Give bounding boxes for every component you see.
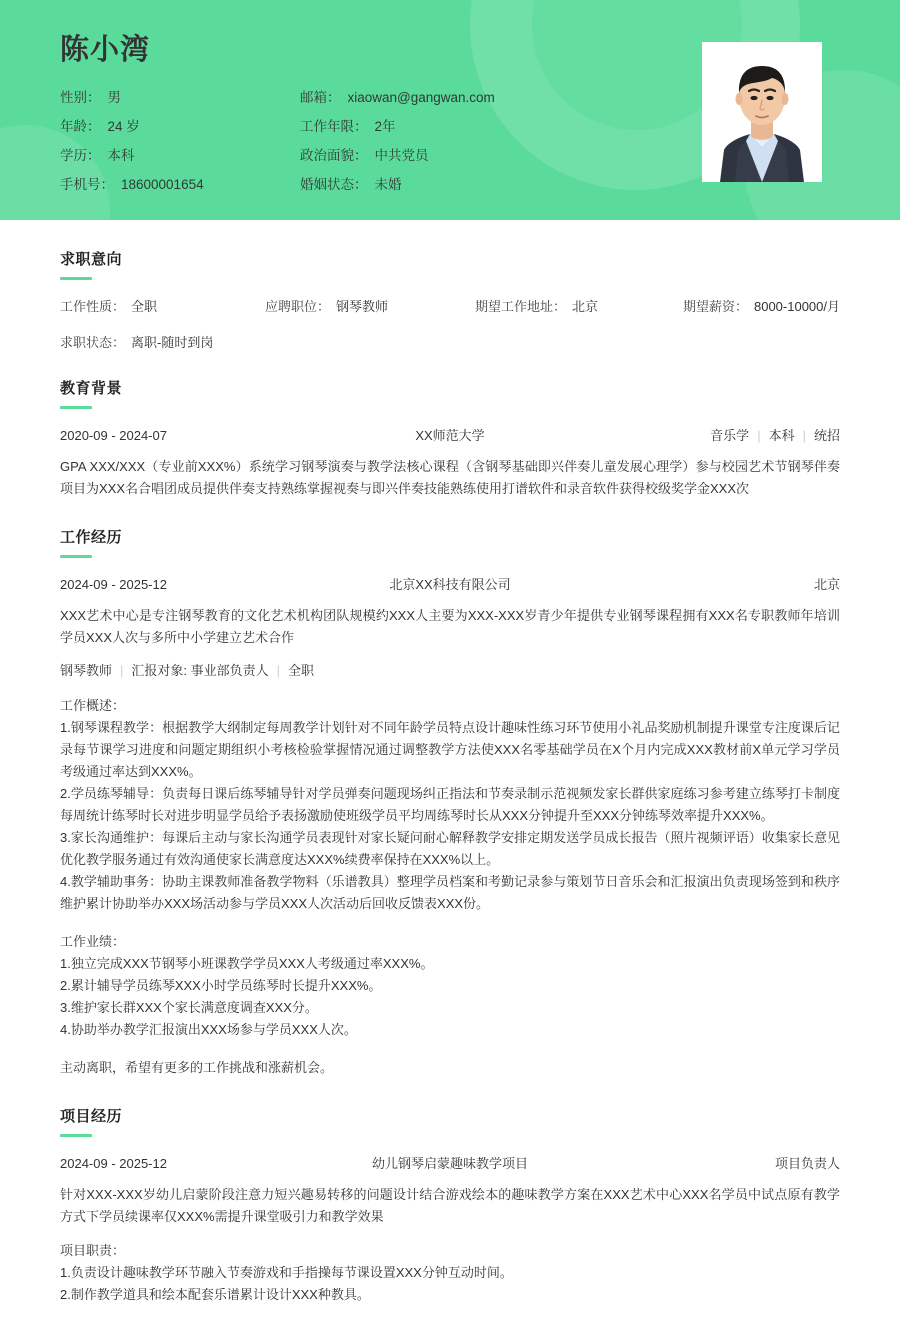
job-intention-row bbox=[60, 332, 840, 351]
work-job-title: 钢琴教师 bbox=[60, 663, 113, 678]
section-title: 教育背景 bbox=[60, 380, 123, 397]
basic-info-row bbox=[60, 89, 620, 107]
section-education bbox=[60, 379, 840, 500]
project-name: 幼儿钢琴启蒙趣味教学项目 bbox=[371, 1156, 528, 1171]
work-achievement-item: 2.累计辅导学员练琴XXX小时学员练琴时长提升XXX%。 bbox=[60, 978, 382, 993]
education-major: 音乐学 bbox=[710, 428, 750, 443]
company-introduction: XXX艺术中心是专注钢琴教育的文化艺术机构团队规模约XXX人主要为XXX-XXX岁青少年提供专业钢琴课程拥有XXX名专职教师年培训学员XXX人次与多所中小学建立艺术合作 bbox=[60, 608, 840, 645]
basic-info-grid bbox=[60, 89, 620, 194]
education-degree: 本科 bbox=[768, 428, 795, 443]
basic-info-label: 学历： bbox=[60, 148, 101, 164]
basic-info-value: 未婚 bbox=[374, 177, 402, 193]
entry-header bbox=[60, 1153, 840, 1172]
basic-info-email bbox=[300, 89, 620, 107]
job-intention-nature bbox=[60, 296, 265, 315]
basic-info-label: 工作年限： bbox=[300, 119, 368, 135]
basic-info-political-status bbox=[300, 147, 620, 165]
basic-info-phone bbox=[60, 176, 300, 194]
resume-content bbox=[0, 250, 900, 1336]
work-company: 北京XX科技有限公司 bbox=[389, 577, 511, 592]
project-date: 2024-09 - 2025-12 bbox=[60, 1156, 167, 1171]
work-achievements-block bbox=[60, 931, 840, 1041]
work-entry bbox=[60, 574, 840, 1079]
section-title: 项目经历 bbox=[60, 1108, 123, 1125]
work-duties-block bbox=[60, 695, 840, 915]
work-duty-item: 2.学员练琴辅导：负责每日课后练琴辅导针对学员弹奏问题现场纠正指法和节奏录制示范视频发家长群供家庭练习参考建立练琴打卡制度每周统计练琴时长对进步明显学员给予表扬激励使班级学员平均周练琴时长从XXX分钟提升至XXX分钟练琴效率提升XXX%。 bbox=[60, 786, 840, 823]
work-achievement-item: 3.维护家长群XXX个家长满意度调查XXX分。 bbox=[60, 1000, 318, 1015]
work-closing-note: 主动离职，希望有更多的工作挑战和涨薪机会。 bbox=[60, 1060, 334, 1075]
project-entry bbox=[60, 1153, 840, 1306]
basic-info-gender bbox=[60, 89, 300, 107]
job-intention-salary bbox=[675, 296, 840, 315]
work-date: 2024-09 - 2025-12 bbox=[60, 577, 167, 592]
education-tags bbox=[590, 425, 840, 444]
field-label: 求职状态： bbox=[60, 335, 126, 350]
basic-info-row bbox=[60, 176, 620, 194]
basic-info-value: xiaowan@gangwan.com bbox=[347, 90, 495, 106]
section-title: 工作经历 bbox=[60, 529, 123, 546]
work-duty-item: 4.教学辅助事务：协助主课教师准备教学物料（乐谱教具）整理学员档案和考勤记录参与策划节日音乐会和汇报演出负责现场签到和秩序维护累计协助举办XXX场活动参与学员XXX人次活动后回收反馈表XXX份。 bbox=[60, 874, 840, 911]
entry-header bbox=[60, 425, 840, 444]
tag-separator: | bbox=[276, 663, 281, 678]
education-date: 2020-09 - 2024-07 bbox=[60, 428, 167, 443]
field-value: 钢琴教师 bbox=[336, 299, 389, 314]
basic-info-label: 政治面貌： bbox=[300, 148, 368, 164]
work-achievements-title: 工作业绩： bbox=[60, 934, 126, 949]
job-intention-location bbox=[475, 296, 675, 315]
resume-header bbox=[0, 0, 900, 220]
entry-header bbox=[60, 574, 840, 593]
basic-info-degree bbox=[60, 147, 300, 165]
field-label: 期望工作地址： bbox=[475, 299, 567, 314]
work-achievement-item: 4.协助举办教学汇报演出XXX场参与学员XXX人次。 bbox=[60, 1022, 357, 1037]
section-accent-rule bbox=[60, 406, 92, 409]
field-label: 工作性质： bbox=[60, 299, 126, 314]
education-school: XX师范大学 bbox=[415, 428, 485, 443]
job-intention-row bbox=[60, 296, 840, 315]
basic-info-label: 性别： bbox=[60, 90, 101, 106]
work-location: 北京 bbox=[813, 577, 840, 592]
basic-info-label: 手机号： bbox=[60, 177, 114, 193]
work-achievement-item: 1.独立完成XXX节钢琴小班课教学学员XXX人考级通过率XXX%。 bbox=[60, 956, 434, 971]
basic-info-label: 婚姻状态： bbox=[300, 177, 368, 193]
project-duties-title: 项目职责： bbox=[60, 1243, 126, 1258]
work-duty-item: 3.家长沟通维护：每课后主动与家长沟通学员表现针对家长疑问耐心解释教学安排定期发送学员成长报告（照片视频评语）收集家长意见优化教学服务通过有效沟通使家长满意度达XXX%续费率保持在XXX%以上。 bbox=[60, 830, 840, 867]
work-role-tags bbox=[60, 661, 840, 681]
job-intention-position bbox=[265, 296, 475, 315]
field-value: 北京 bbox=[572, 299, 599, 314]
education-entry bbox=[60, 425, 840, 500]
basic-info-value: 男 bbox=[107, 90, 121, 106]
work-employment-type: 全职 bbox=[288, 663, 315, 678]
basic-info-value: 18600001654 bbox=[121, 177, 204, 193]
education-description: GPA XXX/XXX（专业前XXX%）系统学习钢琴演奏与教学法核心课程（含钢琴基础即兴伴奏儿童发展心理学）参与校园艺术节钢琴伴奏项目为XXX名合唱团成员提供伴奏支持熟练掌握视奏与即兴伴奏技能熟练使用打谱软件和录音软件获得校级奖学金XXX次 bbox=[60, 459, 840, 496]
section-accent-rule bbox=[60, 1134, 92, 1137]
basic-info-label: 邮箱： bbox=[300, 90, 341, 106]
job-intention-status bbox=[60, 332, 265, 351]
work-duties-title: 工作概述： bbox=[60, 698, 126, 713]
basic-info-value: 2年 bbox=[374, 119, 396, 135]
tag-separator: | bbox=[802, 428, 806, 443]
project-role: 项目负责人 bbox=[774, 1156, 840, 1171]
basic-info-label: 年龄： bbox=[60, 119, 101, 135]
section-work-experience bbox=[60, 528, 840, 1079]
education-admission-type: 统招 bbox=[813, 428, 840, 443]
work-duty-item: 1.钢琴课程教学：根据教学大纲制定每周教学计划针对不同年龄学员特点设计趣味性练习环节使用小礼品奖励机制提升课堂专注度课后记录每节课学习进度和问题定期组织小考核检验掌握情况通过调整教学方法使XXX名零基础学员在X个月内完成XXX教材前X单元学习学员考级通过率达到XXX%。 bbox=[60, 720, 840, 779]
section-job-intention bbox=[60, 250, 840, 351]
project-duty-item: 1.负责设计趣味教学环节融入节奏游戏和手指操每节课设置XXX分钟互动时间。 bbox=[60, 1265, 513, 1280]
section-accent-rule bbox=[60, 555, 92, 558]
field-value: 8000-10000/月 bbox=[753, 299, 840, 314]
project-duty-item: 2.制作教学道具和绘本配套乐谱累计设计XXX种教具。 bbox=[60, 1287, 370, 1302]
project-duties-block bbox=[60, 1240, 840, 1306]
field-value: 离职-随时到岗 bbox=[131, 335, 214, 350]
field-label: 应聘职位： bbox=[265, 299, 331, 314]
page-title: 陈小湾 bbox=[60, 34, 151, 66]
field-value: 全职 bbox=[131, 299, 158, 314]
basic-info-value: 本科 bbox=[107, 148, 135, 164]
basic-info-value: 24 岁 bbox=[107, 119, 140, 135]
basic-info-row bbox=[60, 118, 620, 136]
tag-separator: | bbox=[120, 663, 124, 678]
work-report-to: 汇报对象: 事业部负责人 bbox=[131, 663, 269, 678]
basic-info-age bbox=[60, 118, 300, 136]
field-label: 期望薪资： bbox=[682, 299, 748, 314]
section-project-experience bbox=[60, 1107, 840, 1306]
project-background: 针对XXX-XXX岁幼儿启蒙阶段注意力短兴趣易转移的问题设计结合游戏绘本的趣味教学方案在XXX艺术中心XXX名学员中试点原有教学方式下学员续课率仅XXX%需提升课堂吸引力和教学效果 bbox=[60, 1187, 840, 1224]
basic-info-work-years bbox=[300, 118, 620, 136]
section-title: 求职意向 bbox=[60, 251, 123, 268]
basic-info-value: 中共党员 bbox=[374, 148, 429, 164]
tag-separator: | bbox=[757, 428, 761, 443]
basic-info-marital-status bbox=[300, 176, 620, 194]
avatar bbox=[702, 42, 822, 182]
section-accent-rule bbox=[60, 277, 92, 280]
basic-info-row bbox=[60, 147, 620, 165]
